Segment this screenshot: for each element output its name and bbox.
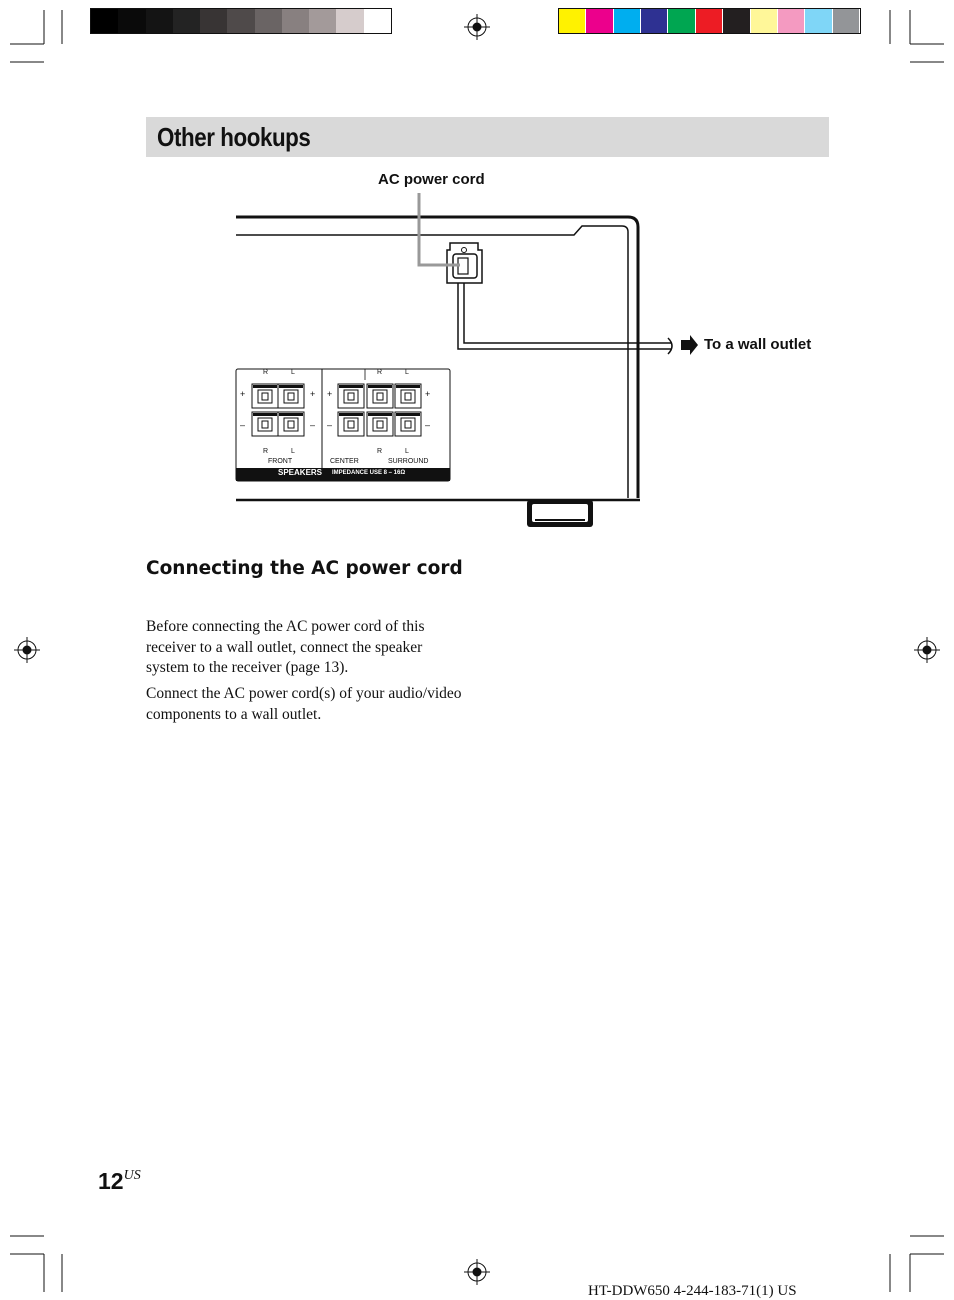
ac-power-cord [458,283,672,354]
panel-label-minus: – [240,420,246,430]
speaker-terminal [338,384,364,408]
panel-label-r: R [377,448,383,455]
page-number-suffix: US [123,1168,141,1183]
panel-label-minus: – [425,420,431,430]
panel-label-l: L [405,448,409,455]
panel-label-plus: + [310,389,316,399]
panel-label-plus: + [240,389,246,399]
section-heading: Connecting the AC power cord [146,558,463,579]
page-number [98,1168,141,1195]
speaker-terminal [338,412,364,436]
panel-label-l: L [291,448,295,455]
ac-power-cord-label: AC power cord [378,171,485,188]
document-code: HT-DDW650 4-244-183-71(1) US [588,1283,797,1299]
speaker-terminal [252,384,278,408]
panel-label-front: FRONT [268,458,293,465]
panel-label-plus: + [327,389,333,399]
panel-label-l: L [405,369,409,376]
speaker-terminal [395,412,421,436]
page-title: Other hookups [157,122,311,152]
ac-inlet [447,243,482,283]
speaker-terminal [278,384,304,408]
panel-label-l: L [291,369,295,376]
wall-outlet-label: To a wall outlet [704,336,812,353]
speaker-terminal [367,412,393,436]
panel-label-speakers: SPEAKERS [278,468,323,477]
panel-label-r: R [377,369,383,376]
panel-label-minus: – [327,420,333,430]
panel-label-impedance: IMPEDANCE USE 8 – 16Ω [332,470,406,476]
page-number-value: 12 [98,1168,124,1194]
paragraph-1: Before connecting the AC power cord of this receiver to a wall outlet, connect the speaker system to the receiver (page 13). [146,618,425,676]
panel-label-center: CENTER [330,458,359,465]
panel-label-minus: – [310,420,316,430]
speaker-terminal [395,384,421,408]
speaker-terminal [367,384,393,408]
speaker-terminal [252,412,278,436]
arrow-right-icon [681,335,698,355]
panel-label-r: R [263,369,269,376]
paragraph-2: Connect the AC power cord(s) of your audio/video components to a wall outlet. [146,685,462,723]
panel-label-r: R [263,448,269,455]
panel-label-surround: SURROUND [388,458,429,465]
receiver-foot [527,500,593,527]
panel-label-plus: + [425,389,431,399]
speaker-terminal [278,412,304,436]
